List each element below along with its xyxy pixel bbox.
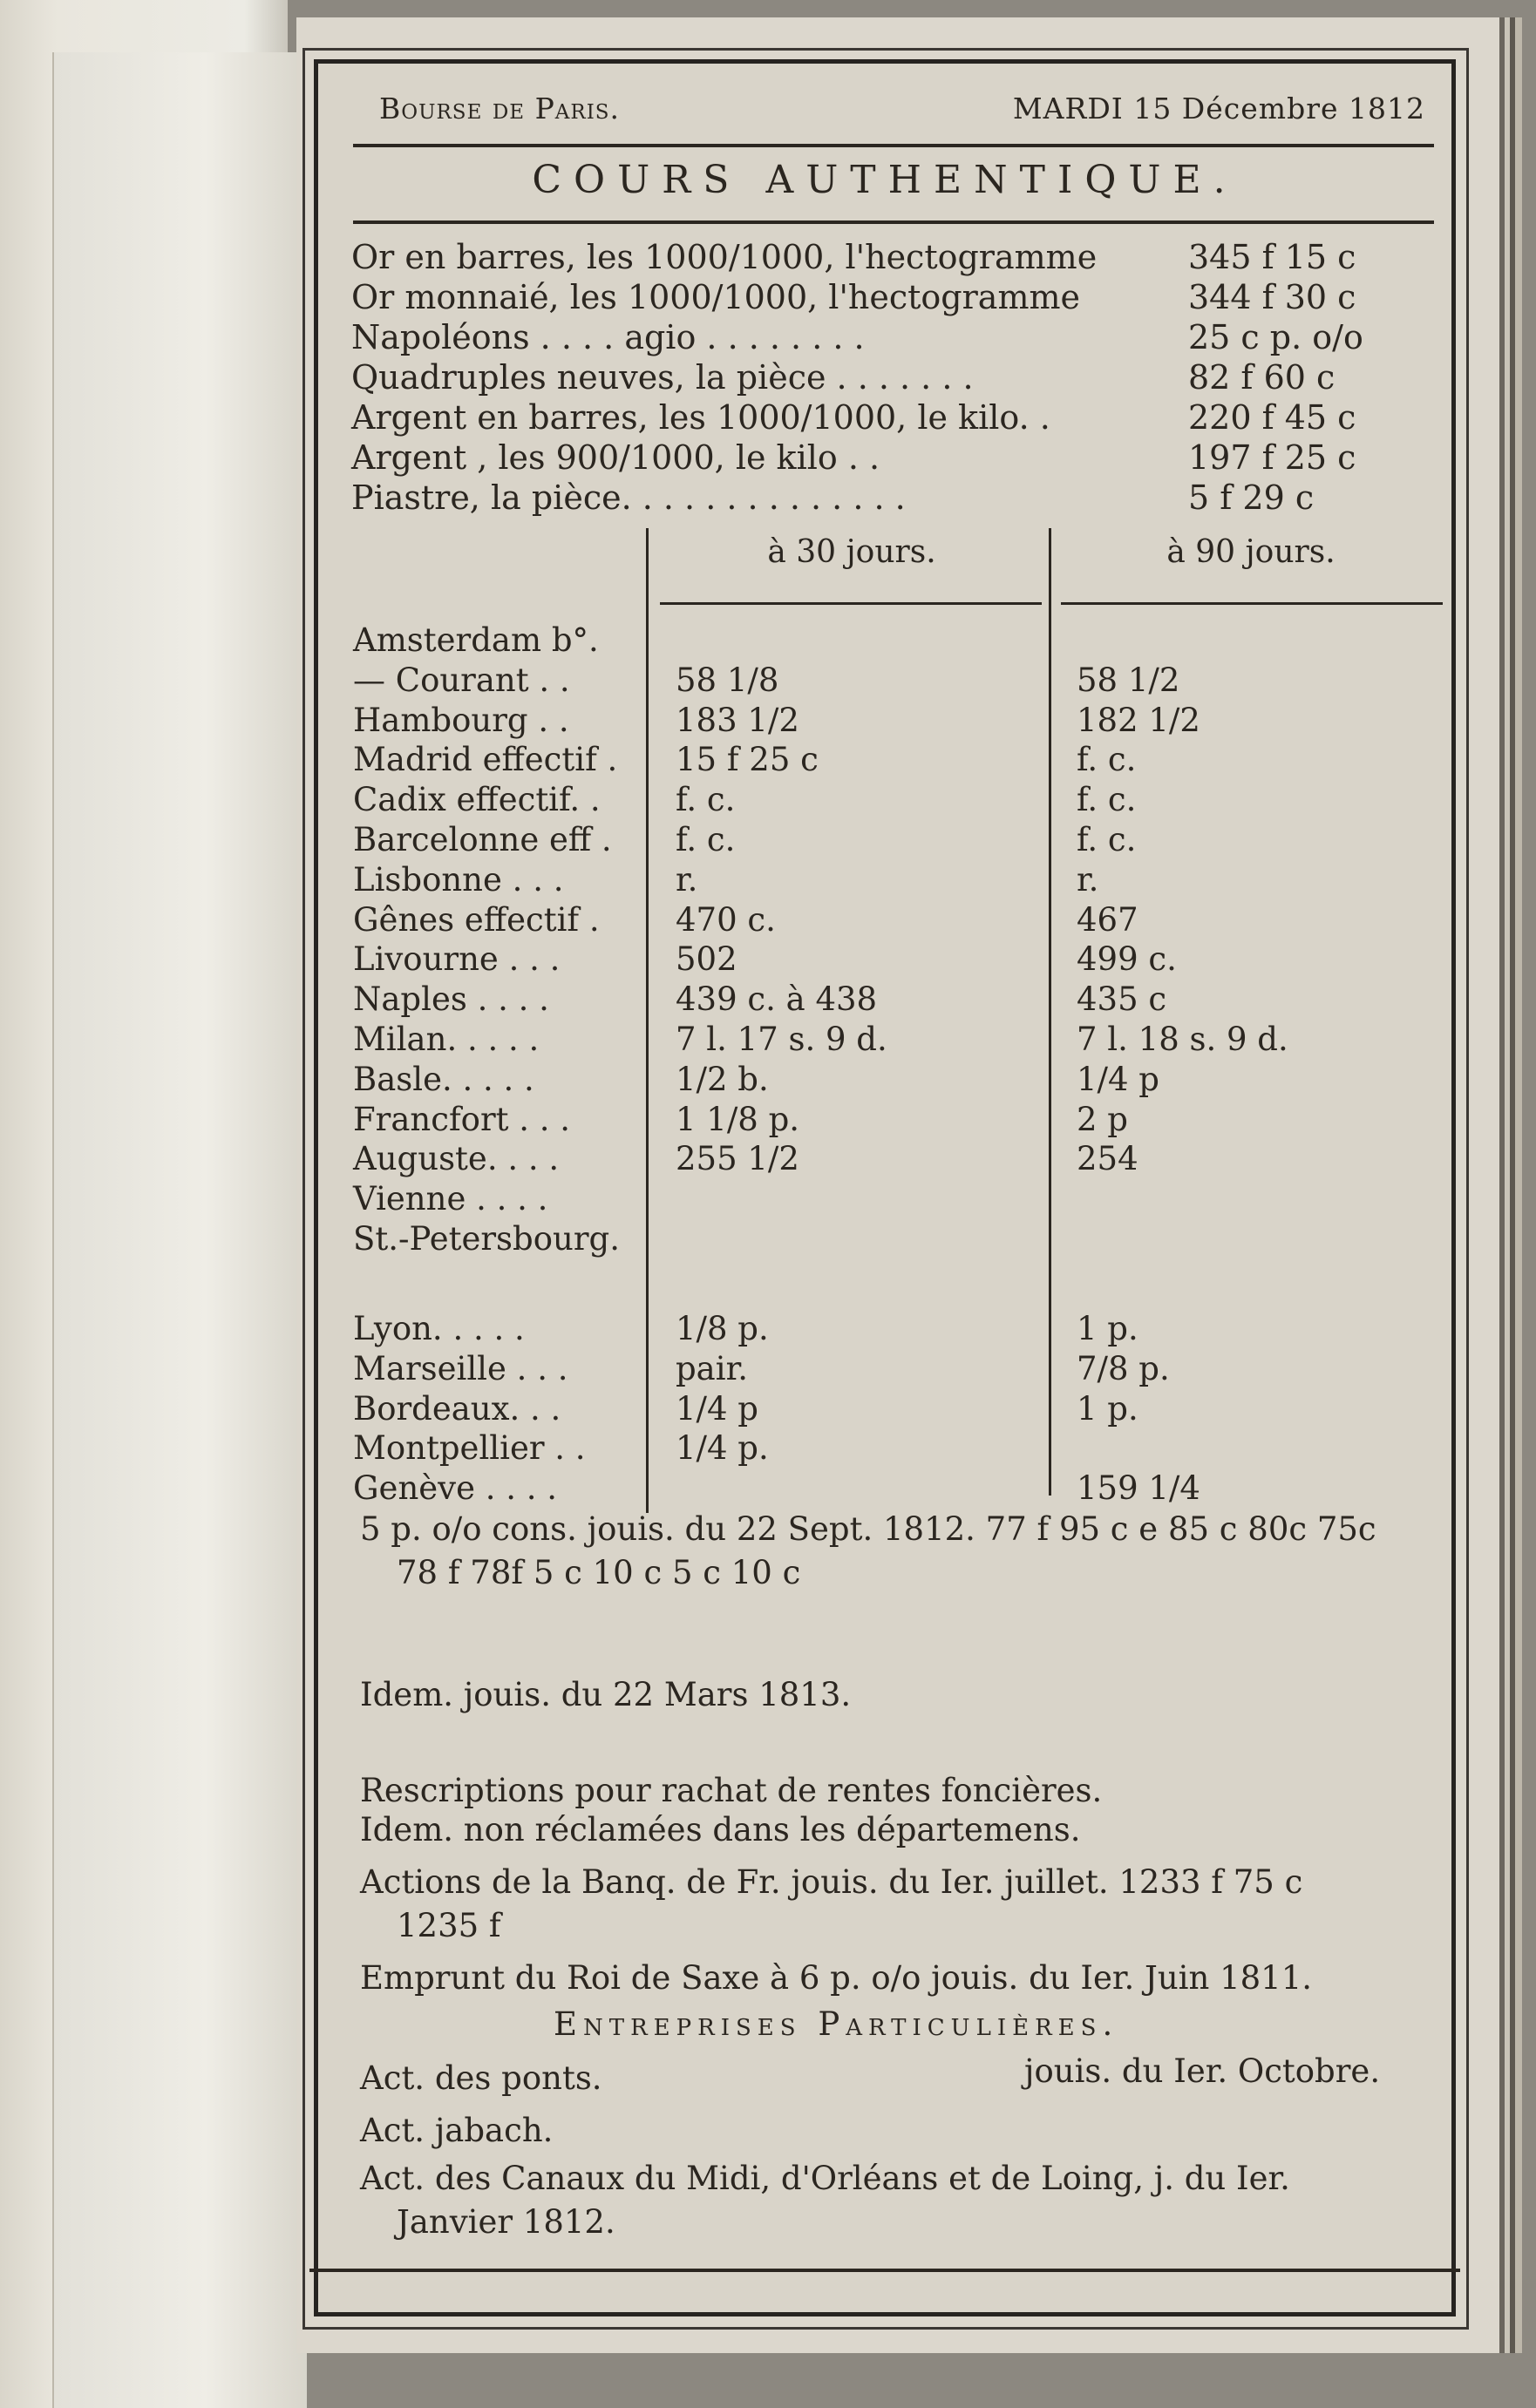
exchange-city: Lisbonne . . . — [353, 860, 564, 899]
metal-label: Or en barres, les 1000/1000, l'hectogramme — [351, 238, 1098, 276]
rate-90-days: 1/4 p — [1077, 1060, 1159, 1098]
exchange-city: Genève . . . . — [353, 1469, 558, 1508]
exchange-city: Milan. . . . . — [353, 1021, 540, 1058]
metal-label: Argent en barres, les 1000/1000, le kilo. . — [351, 398, 1050, 437]
header-left: Bourse de Paris. — [379, 92, 621, 125]
rate-90-days: 7/8 p. — [1077, 1349, 1170, 1387]
exchange-city: Hambourg . . — [353, 701, 569, 739]
rate-30-days: 1/2 b. — [676, 1060, 769, 1098]
exchange-city: Lyon. . . . . — [353, 1310, 525, 1347]
rate-30-days: 1 1/8 p. — [676, 1100, 800, 1138]
rate-90-days: 435 c — [1077, 980, 1167, 1019]
exchange-city: Madrid effectif . — [353, 741, 618, 779]
idem-mars: Idem. jouis. du 22 Mars 1813. — [360, 1676, 852, 1713]
entreprises-heading: Entreprises Particulières. — [554, 2005, 1119, 2043]
act-ponts: Act. des ponts. — [360, 2059, 602, 2097]
metal-rate-row — [351, 238, 1476, 278]
rentes-line-2: 78 f 78f 5 c 10 c 5 c 10 c — [397, 1554, 801, 1591]
rate-30-days: r. — [676, 860, 698, 899]
rentes-line-1: 5 p. o/o cons. jouis. du 22 Sept. 1812. 77 f 95 c e 85 c 80c 75c — [360, 1510, 1376, 1548]
rate-90-days: f. c. — [1077, 741, 1137, 779]
rate-90-days: 58 1/2 — [1077, 661, 1180, 699]
rate-30-days: 58 1/8 — [676, 661, 779, 699]
exchange-city: Gênes effectif . — [353, 900, 600, 939]
column-header-rule-90 — [1061, 602, 1443, 605]
exchange-city: Vienne . . . . — [353, 1180, 548, 1218]
metal-value: 25 c p. o/o — [1188, 318, 1363, 356]
rate-30-days: 255 1/2 — [676, 1140, 799, 1178]
exchange-city: Marseille . . . — [353, 1349, 568, 1387]
rate-30-days: 439 c. à 438 — [676, 980, 878, 1019]
exchange-city: St.-Petersbourg. — [353, 1220, 620, 1258]
title-rule — [353, 220, 1434, 224]
metal-label: Or monnaié, les 1000/1000, l'hectogramme — [351, 278, 1080, 316]
exchange-city: — Courant . . — [353, 661, 570, 699]
rate-90-days: f. c. — [1077, 821, 1137, 858]
metal-rate-row — [351, 478, 1476, 519]
rate-30-days: 1/4 p — [676, 1389, 758, 1428]
rate-30-days: f. c. — [676, 781, 736, 819]
actions-line-2: 1235 f — [397, 1907, 501, 1944]
exchange-city: Bordeaux. . . — [353, 1389, 561, 1428]
metal-label: Quadruples neuves, la pièce . . . . . . . — [351, 358, 974, 397]
exchange-city: Auguste. . . . — [353, 1140, 560, 1178]
metal-value: 82 f 60 c — [1188, 358, 1336, 397]
rate-30-days: 1/8 p. — [676, 1310, 769, 1347]
rate-90-days: 2 p — [1077, 1100, 1128, 1138]
header — [379, 92, 1425, 137]
column-divider-left — [646, 528, 649, 1513]
metal-label: Argent , les 900/1000, le kilo . . — [351, 438, 880, 477]
rate-30-days: 15 f 25 c — [676, 741, 819, 779]
bottom-rule — [309, 2269, 1460, 2272]
page-title: COURS AUTHENTIQUE. — [532, 158, 1238, 202]
rate-30-days: 470 c. — [676, 900, 776, 939]
act-jabach: Act. jabach. — [360, 2112, 554, 2149]
rate-30-days: f. c. — [676, 821, 736, 858]
metal-value: 220 f 45 c — [1188, 398, 1356, 437]
actions-line-1: Actions de la Banq. de Fr. jouis. du Ier. juillet. 1233 f 75 c — [360, 1863, 1303, 1901]
metal-value: 197 f 25 c — [1188, 438, 1356, 477]
column-header-rule-30 — [660, 602, 1042, 605]
exchange-city: Barcelonne eff . — [353, 821, 612, 858]
exchange-city: Basle. . . . . — [353, 1060, 534, 1098]
metal-value: 344 f 30 c — [1188, 278, 1356, 316]
rate-90-days: 467 — [1077, 900, 1138, 939]
exchange-city: Cadix effectif. . — [353, 781, 601, 819]
rate-30-days: pair. — [676, 1349, 748, 1387]
rate-90-days: 182 1/2 — [1077, 701, 1200, 739]
column-header-30-days: à 30 jours. — [767, 534, 936, 570]
exchange-city: Amsterdam b°. — [353, 621, 599, 659]
exchange-city: Livourne . . . — [353, 940, 561, 979]
rate-30-days: 7 l. 17 s. 9 d. — [676, 1021, 887, 1058]
rescriptions: Rescriptions pour rachat de rentes foncières. — [360, 1772, 1103, 1809]
exchange-city: Naples . . . . — [353, 980, 549, 1019]
metal-label: Piastre, la pièce. . . . . . . . . . . . . . — [351, 478, 906, 517]
header-date: MARDI 15 Décembre 1812 — [1012, 92, 1425, 125]
metal-label: Napoléons . . . . agio . . . . . . . . — [351, 318, 865, 356]
idem-non-reclamees: Idem. non réclamées dans les départemens. — [360, 1811, 1081, 1848]
emprunt-saxe: Emprunt du Roi de Saxe à 6 p. o/o jouis. du Ier. Juin 1811. — [360, 1959, 1313, 1997]
rate-90-days: f. c. — [1077, 781, 1137, 819]
act-canaux-line-1: Act. des Canaux du Midi, d'Orléans et de Loing, j. du Ier. — [360, 2160, 1290, 2197]
exchange-city: Francfort . . . — [353, 1100, 571, 1138]
rate-90-days: 1 p. — [1077, 1389, 1138, 1428]
column-divider-right — [1049, 528, 1051, 1496]
rate-90-days: 159 1/4 — [1077, 1469, 1200, 1508]
rate-90-days: 499 c. — [1077, 940, 1177, 979]
rate-90-days: 7 l. 18 s. 9 d. — [1077, 1021, 1288, 1058]
rate-30-days: 1/4 p. — [676, 1429, 769, 1468]
metal-rate-row — [351, 398, 1476, 438]
act-ponts-jouis: jouis. du Ier. Octobre. — [1024, 2052, 1381, 2090]
column-header-90-days: à 90 jours. — [1166, 534, 1336, 570]
rate-90-days: 254 — [1077, 1140, 1138, 1178]
metal-value: 345 f 15 c — [1188, 238, 1356, 276]
rate-30-days: 502 — [676, 940, 737, 979]
metal-rate-row — [351, 278, 1476, 318]
metal-rate-row — [351, 438, 1476, 478]
act-canaux-line-2: Janvier 1812. — [397, 2203, 615, 2241]
rate-30-days: 183 1/2 — [676, 701, 799, 739]
exchange-city: Montpellier . . — [353, 1429, 586, 1468]
header-rule — [353, 144, 1434, 147]
left-page-edge — [52, 52, 307, 2408]
metal-rate-row — [351, 358, 1476, 398]
metal-rate-row — [351, 318, 1476, 358]
rate-90-days: r. — [1077, 860, 1099, 899]
document-frame — [314, 59, 1456, 2316]
rate-90-days: 1 p. — [1077, 1310, 1138, 1347]
metal-value: 5 f 29 c — [1188, 478, 1315, 517]
